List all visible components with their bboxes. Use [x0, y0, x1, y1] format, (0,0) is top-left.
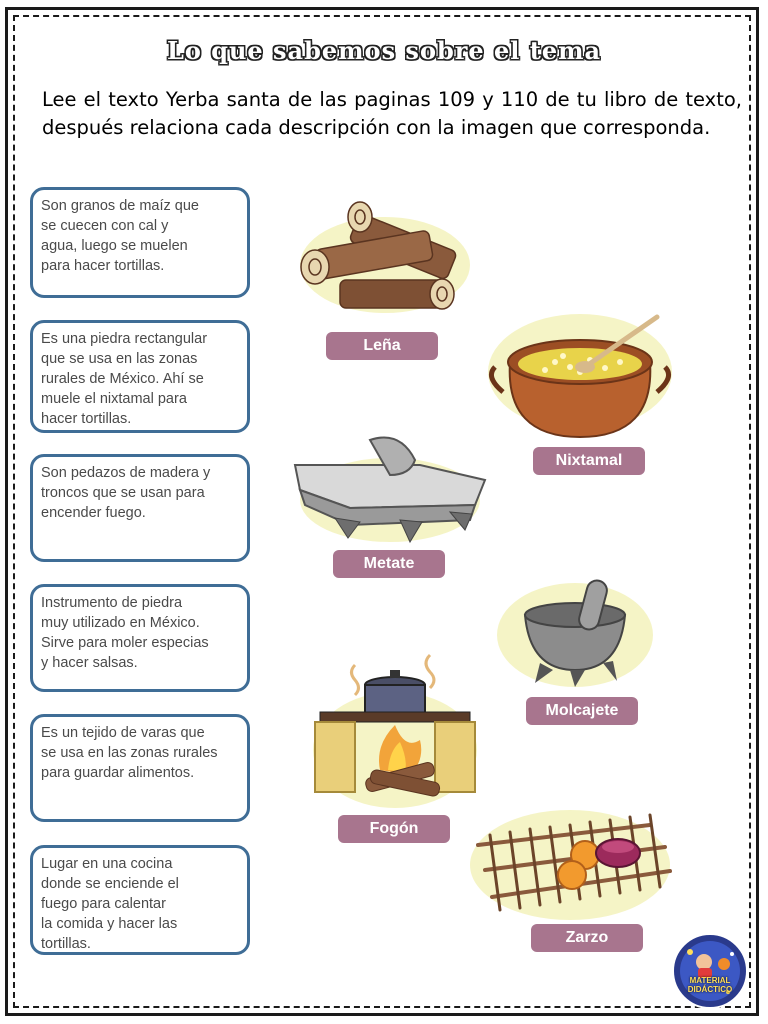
page-title: Lo que sabemos sobre el tema	[166, 36, 602, 65]
metate-icon	[290, 430, 490, 545]
description-box-3[interactable]	[30, 454, 250, 562]
logo-text	[670, 976, 750, 994]
label-lena[interactable]: Leña	[326, 332, 438, 360]
description-box-6[interactable]	[30, 845, 250, 955]
description-text: Es un tejido de varas que se usa en las zonas rurales para guardar alimentos.	[41, 725, 218, 781]
logo-line-2: DIDÁCTICO	[687, 985, 733, 994]
description-box-2[interactable]	[30, 320, 250, 433]
label-molcajete[interactable]: Molcajete	[526, 697, 638, 725]
description-text: Es una piedra rectangular que se usa en las zonas rurales de México. Ahí se muele el nixtamal para hacer tortillas.	[41, 331, 208, 427]
description-text: Son pedazos de madera y troncos que se usan para encender fuego.	[41, 465, 211, 521]
molcajete-icon	[495, 575, 655, 690]
description-text: Son granos de maíz que se cuecen con cal y agua, luego se muelen para hacer tortillas.	[41, 198, 199, 274]
description-box-5[interactable]	[30, 714, 250, 822]
logo-badge-icon	[670, 932, 750, 1010]
label-fogon[interactable]: Fogón	[338, 815, 450, 843]
material-didactico-logo	[670, 932, 750, 1010]
description-box-1[interactable]	[30, 187, 250, 298]
instructions-text: Lee el texto Yerba santa de las paginas 109 y 110 de tu libro de texto, después relaciona cada descripción con la imagen que corresponda.	[42, 88, 742, 139]
label-zarzo[interactable]: Zarzo	[531, 924, 643, 952]
label-metate[interactable]: Metate	[333, 550, 445, 578]
nixtamal-pot-icon	[485, 312, 675, 442]
description-text: Lugar en una cocina donde se enciende el fuego para calentar la comida y hacer las tortillas.	[41, 856, 179, 952]
logo-line-1: MATERIAL	[689, 976, 731, 985]
fogon-icon	[310, 650, 480, 810]
zarzo-icon	[470, 805, 675, 925]
description-box-4[interactable]	[30, 584, 250, 692]
label-nixtamal[interactable]: Nixtamal	[533, 447, 645, 475]
description-text: Instrumento de piedra muy utilizado en México. Sirve para moler especias y hacer salsas.	[41, 595, 209, 671]
firewood-icon	[290, 195, 475, 320]
